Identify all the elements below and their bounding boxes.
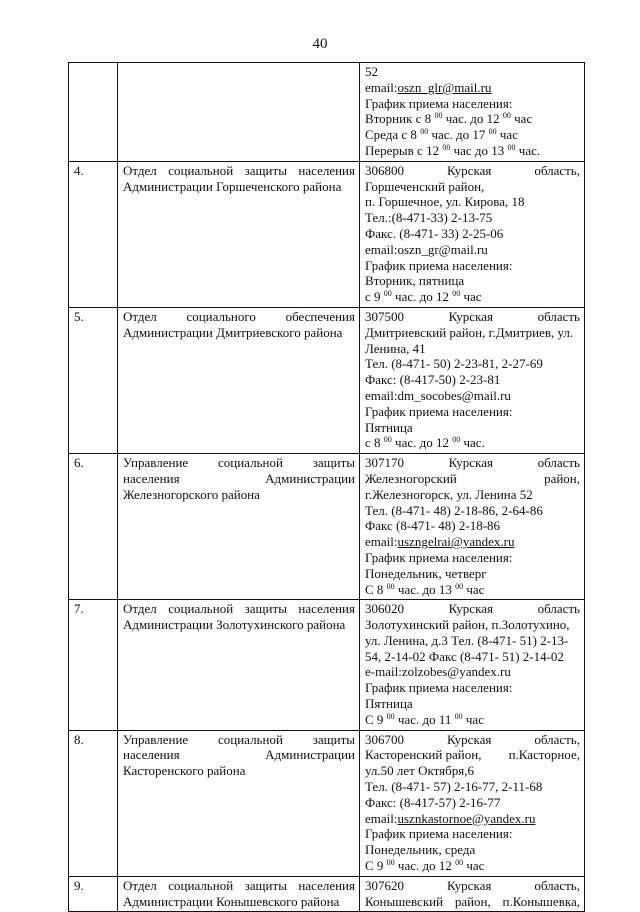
contact-line	[365, 179, 580, 195]
contact-word: область,	[534, 877, 580, 893]
row-number: 4.	[69, 161, 118, 307]
table-row	[69, 454, 585, 600]
contact-line	[365, 210, 580, 226]
contact-word: область	[537, 455, 580, 471]
department-name: Отдел социальной защиты населения Администрации Конышевского района	[118, 876, 360, 912]
contact-word: 307620	[365, 877, 404, 893]
department-name: Отдел социальной защиты населения Администрации Горшеченского района	[118, 161, 360, 307]
contact-line	[365, 471, 580, 487]
contact-text: График приема населения:	[365, 549, 513, 565]
email-link[interactable]: usznkastornoe@yandex.ru	[397, 810, 536, 826]
contact-word: область	[537, 308, 580, 324]
hours-text: час. до 12	[391, 435, 453, 451]
contact-text: Факс: (8-417-57) 2-16-77	[365, 794, 501, 810]
contact-word: Курская	[448, 601, 493, 617]
minutes-superscript: 00	[420, 127, 429, 137]
hours-text: Вторник с 8	[365, 111, 435, 127]
contact-line	[365, 795, 580, 811]
contact-text: email:	[365, 534, 398, 550]
department-name: Управление социальной защиты населения Администрации Железногорского района	[118, 454, 360, 600]
contact-info	[360, 161, 585, 307]
minutes-superscript: 00	[452, 435, 461, 445]
contact-line	[365, 534, 580, 550]
contact-line	[365, 696, 580, 712]
hours-text: час. до 13	[394, 581, 456, 597]
minutes-superscript: 00	[386, 711, 395, 721]
contact-line	[365, 550, 580, 566]
contact-line	[365, 503, 580, 519]
contact-word: 307500	[365, 308, 404, 324]
contact-line	[365, 388, 580, 404]
contact-word: Железногорский	[365, 470, 457, 486]
contact-word: район,	[544, 470, 580, 486]
hours-text: Среда с 8	[365, 127, 421, 143]
table-row	[69, 730, 585, 876]
minutes-superscript: 00	[434, 111, 443, 121]
contact-line	[365, 747, 580, 763]
contact-text: Факс (8-471- 48) 2-18-86	[365, 518, 501, 534]
hours-text: час. до 12	[394, 858, 456, 874]
contact-text: График приема населения:	[365, 680, 513, 696]
contact-line	[365, 325, 580, 357]
hours-text: час до 13	[450, 142, 508, 158]
page-number: 40	[312, 36, 328, 52]
row-number: 8.	[69, 730, 118, 876]
reception-hours	[365, 435, 580, 451]
contact-line	[365, 64, 580, 80]
contact-text: ул.50 лет Октября,6	[365, 763, 474, 779]
contact-text: email:oszn_gr@mail.ru	[365, 241, 488, 257]
contact-text: Понедельник, среда	[365, 842, 476, 858]
contact-text: График приема населения:	[365, 403, 513, 419]
contact-text: Горшеченский район,	[365, 178, 485, 194]
hours-text: час. до 12	[391, 289, 453, 305]
contact-text: Тел. (8-471- 48) 2-18-86, 2-64-86	[365, 502, 543, 518]
row-number: 7.	[69, 600, 118, 730]
contact-word: Касторенский район,	[365, 747, 482, 763]
hours-text: час.	[515, 142, 541, 158]
email-link[interactable]: oszn_glr@mail.ru	[397, 79, 492, 95]
row-number: 6.	[69, 454, 118, 600]
hours-text: час	[460, 289, 482, 305]
contact-line	[365, 487, 580, 503]
contact-text: п. Горшечное, ул. Кирова, 18	[365, 194, 525, 210]
contact-line	[365, 763, 580, 779]
contact-line	[365, 258, 580, 274]
contact-line	[365, 878, 580, 894]
contact-line	[365, 826, 580, 842]
contact-line	[365, 455, 580, 471]
minutes-superscript: 00	[488, 127, 497, 137]
contact-text: г.Железногорск, ул. Ленина 52	[365, 486, 533, 502]
contact-line	[365, 664, 580, 680]
contact-text: График приема населения:	[365, 826, 513, 842]
contact-text: email:dm_socobes@mail.ru	[365, 387, 511, 403]
table-row	[69, 600, 585, 730]
hours-text: час	[463, 858, 485, 874]
contact-line	[365, 309, 580, 325]
minutes-superscript: 00	[383, 435, 392, 445]
contact-line	[365, 242, 580, 258]
hours-text: с 9	[365, 289, 384, 305]
contact-word: Конышевский	[365, 893, 444, 909]
contact-text: Вторник, пятница	[365, 273, 465, 289]
contact-word: Курская	[448, 308, 493, 324]
contact-text: Тел.:(8-471-33) 2-13-75	[365, 210, 493, 226]
contact-word: 306800	[365, 162, 404, 178]
contact-line	[365, 680, 580, 696]
department-name: Отдел социальной защиты населения Администрации Золотухинского района	[118, 600, 360, 730]
contact-text: Факс. (8-471- 33) 2-25-06	[365, 225, 504, 241]
hours-text: С 8	[365, 581, 387, 597]
hours-text: час	[463, 581, 485, 597]
hours-text: С 9	[365, 711, 387, 727]
contact-text: Понедельник, четверг	[365, 565, 487, 581]
email-link[interactable]: uszngelrai@yandex.ru	[397, 534, 515, 550]
contact-line	[365, 617, 580, 664]
table-row	[69, 63, 585, 162]
hours-text: С 9	[365, 858, 387, 874]
contact-line	[365, 372, 580, 388]
contact-word: Курская	[446, 877, 492, 893]
contact-word: 306700	[365, 731, 404, 747]
contact-line	[365, 163, 580, 179]
hours-text: час. до 11	[394, 711, 455, 727]
table-row	[69, 876, 585, 912]
reception-hours	[365, 111, 580, 127]
minutes-superscript: 00	[386, 581, 395, 591]
row-number: 9.	[69, 876, 118, 912]
hours-text: час	[496, 127, 518, 143]
contact-line	[365, 420, 580, 436]
reception-hours	[365, 858, 580, 874]
contact-line	[365, 356, 580, 372]
contact-word: Курская	[448, 455, 493, 471]
hours-text: с 8	[365, 435, 384, 451]
contact-info	[360, 307, 585, 453]
contact-line	[365, 842, 580, 858]
contact-line	[365, 80, 580, 96]
reception-hours	[365, 289, 580, 305]
contact-word: область,	[534, 162, 580, 178]
contact-line	[365, 404, 580, 420]
contact-text: email:	[365, 810, 398, 826]
contact-text: Факс: (8-417-50) 2-23-81	[365, 372, 501, 388]
minutes-superscript: 00	[454, 711, 463, 721]
contact-info	[360, 600, 585, 730]
contact-word: область	[537, 601, 580, 617]
minutes-superscript: 00	[502, 111, 511, 121]
minutes-superscript: 00	[455, 581, 464, 591]
table-row	[69, 161, 585, 307]
department-name	[118, 63, 360, 162]
contact-word: Курская	[446, 162, 492, 178]
contact-word: п.Касторное,	[508, 747, 580, 763]
reception-hours	[365, 712, 580, 728]
minutes-superscript: 00	[386, 858, 395, 868]
contact-line	[365, 566, 580, 582]
contact-info	[360, 876, 585, 912]
contact-text: Пятница	[365, 696, 413, 712]
contact-info	[360, 454, 585, 600]
contact-word: район,	[454, 893, 491, 909]
table-row	[69, 307, 585, 453]
contact-text: Тел. (8-471- 57) 2-16-77, 2-11-68	[365, 779, 543, 795]
reception-hours	[365, 143, 580, 159]
contact-text: 52	[365, 64, 378, 79]
contact-line	[365, 194, 580, 210]
contact-line	[365, 96, 580, 112]
contact-word: п.Конышевка,	[502, 893, 580, 909]
hours-text: час. до 17	[428, 127, 489, 143]
hours-text: час	[510, 111, 533, 127]
hours-text: час	[462, 711, 484, 727]
contact-info	[360, 63, 585, 162]
row-number	[69, 63, 118, 162]
hours-text: час. до 12	[442, 111, 503, 127]
contact-info	[360, 730, 585, 876]
department-name: Управление социальной защиты населения Администрации Касторенского района	[118, 730, 360, 876]
contact-text: e-mail:zolzobes@yandex.ru	[365, 664, 511, 680]
contact-text: Пятница	[365, 419, 413, 435]
hours-text: Перерыв с 12	[365, 142, 443, 158]
contact-text: Тел. (8-471- 50) 2-23-81, 2-27-69	[365, 356, 543, 372]
reception-hours	[365, 127, 580, 143]
contact-text: График приема населения:	[365, 257, 513, 273]
contact-text: Дмитриевский район, г.Дмитриев, ул. Ленина, 41	[365, 324, 574, 356]
minutes-superscript: 00	[442, 142, 451, 152]
minutes-superscript: 00	[452, 289, 461, 299]
contact-word: 306020	[365, 601, 404, 617]
contact-text: email:	[365, 79, 398, 95]
contact-line	[365, 779, 580, 795]
contact-line	[365, 601, 580, 617]
contact-line	[365, 518, 580, 534]
contact-word: область,	[534, 731, 580, 747]
contact-text: График приема населения:	[365, 95, 513, 111]
contact-text: Золотухинский район, п.Золотухино, ул. Ленина, д.3 Тел. (8-471- 51) 2-13-54, 2-14-02 Факс (8-471- 51) 2-14-02	[365, 617, 570, 664]
contact-line	[365, 732, 580, 748]
contact-line	[365, 226, 580, 242]
contact-line	[365, 811, 580, 827]
row-number: 5.	[69, 307, 118, 453]
contact-word: 307170	[365, 455, 404, 471]
minutes-superscript: 00	[507, 142, 516, 152]
contact-line	[365, 273, 580, 289]
contact-word: Курская	[446, 731, 492, 747]
departments-table	[68, 62, 585, 912]
reception-hours	[365, 582, 580, 598]
minutes-superscript: 00	[383, 289, 392, 299]
department-name: Отдел социального обеспечения Администрации Дмитриевского района	[118, 307, 360, 453]
minutes-superscript: 00	[455, 858, 464, 868]
hours-text: час.	[460, 435, 485, 451]
contact-line	[365, 894, 580, 910]
